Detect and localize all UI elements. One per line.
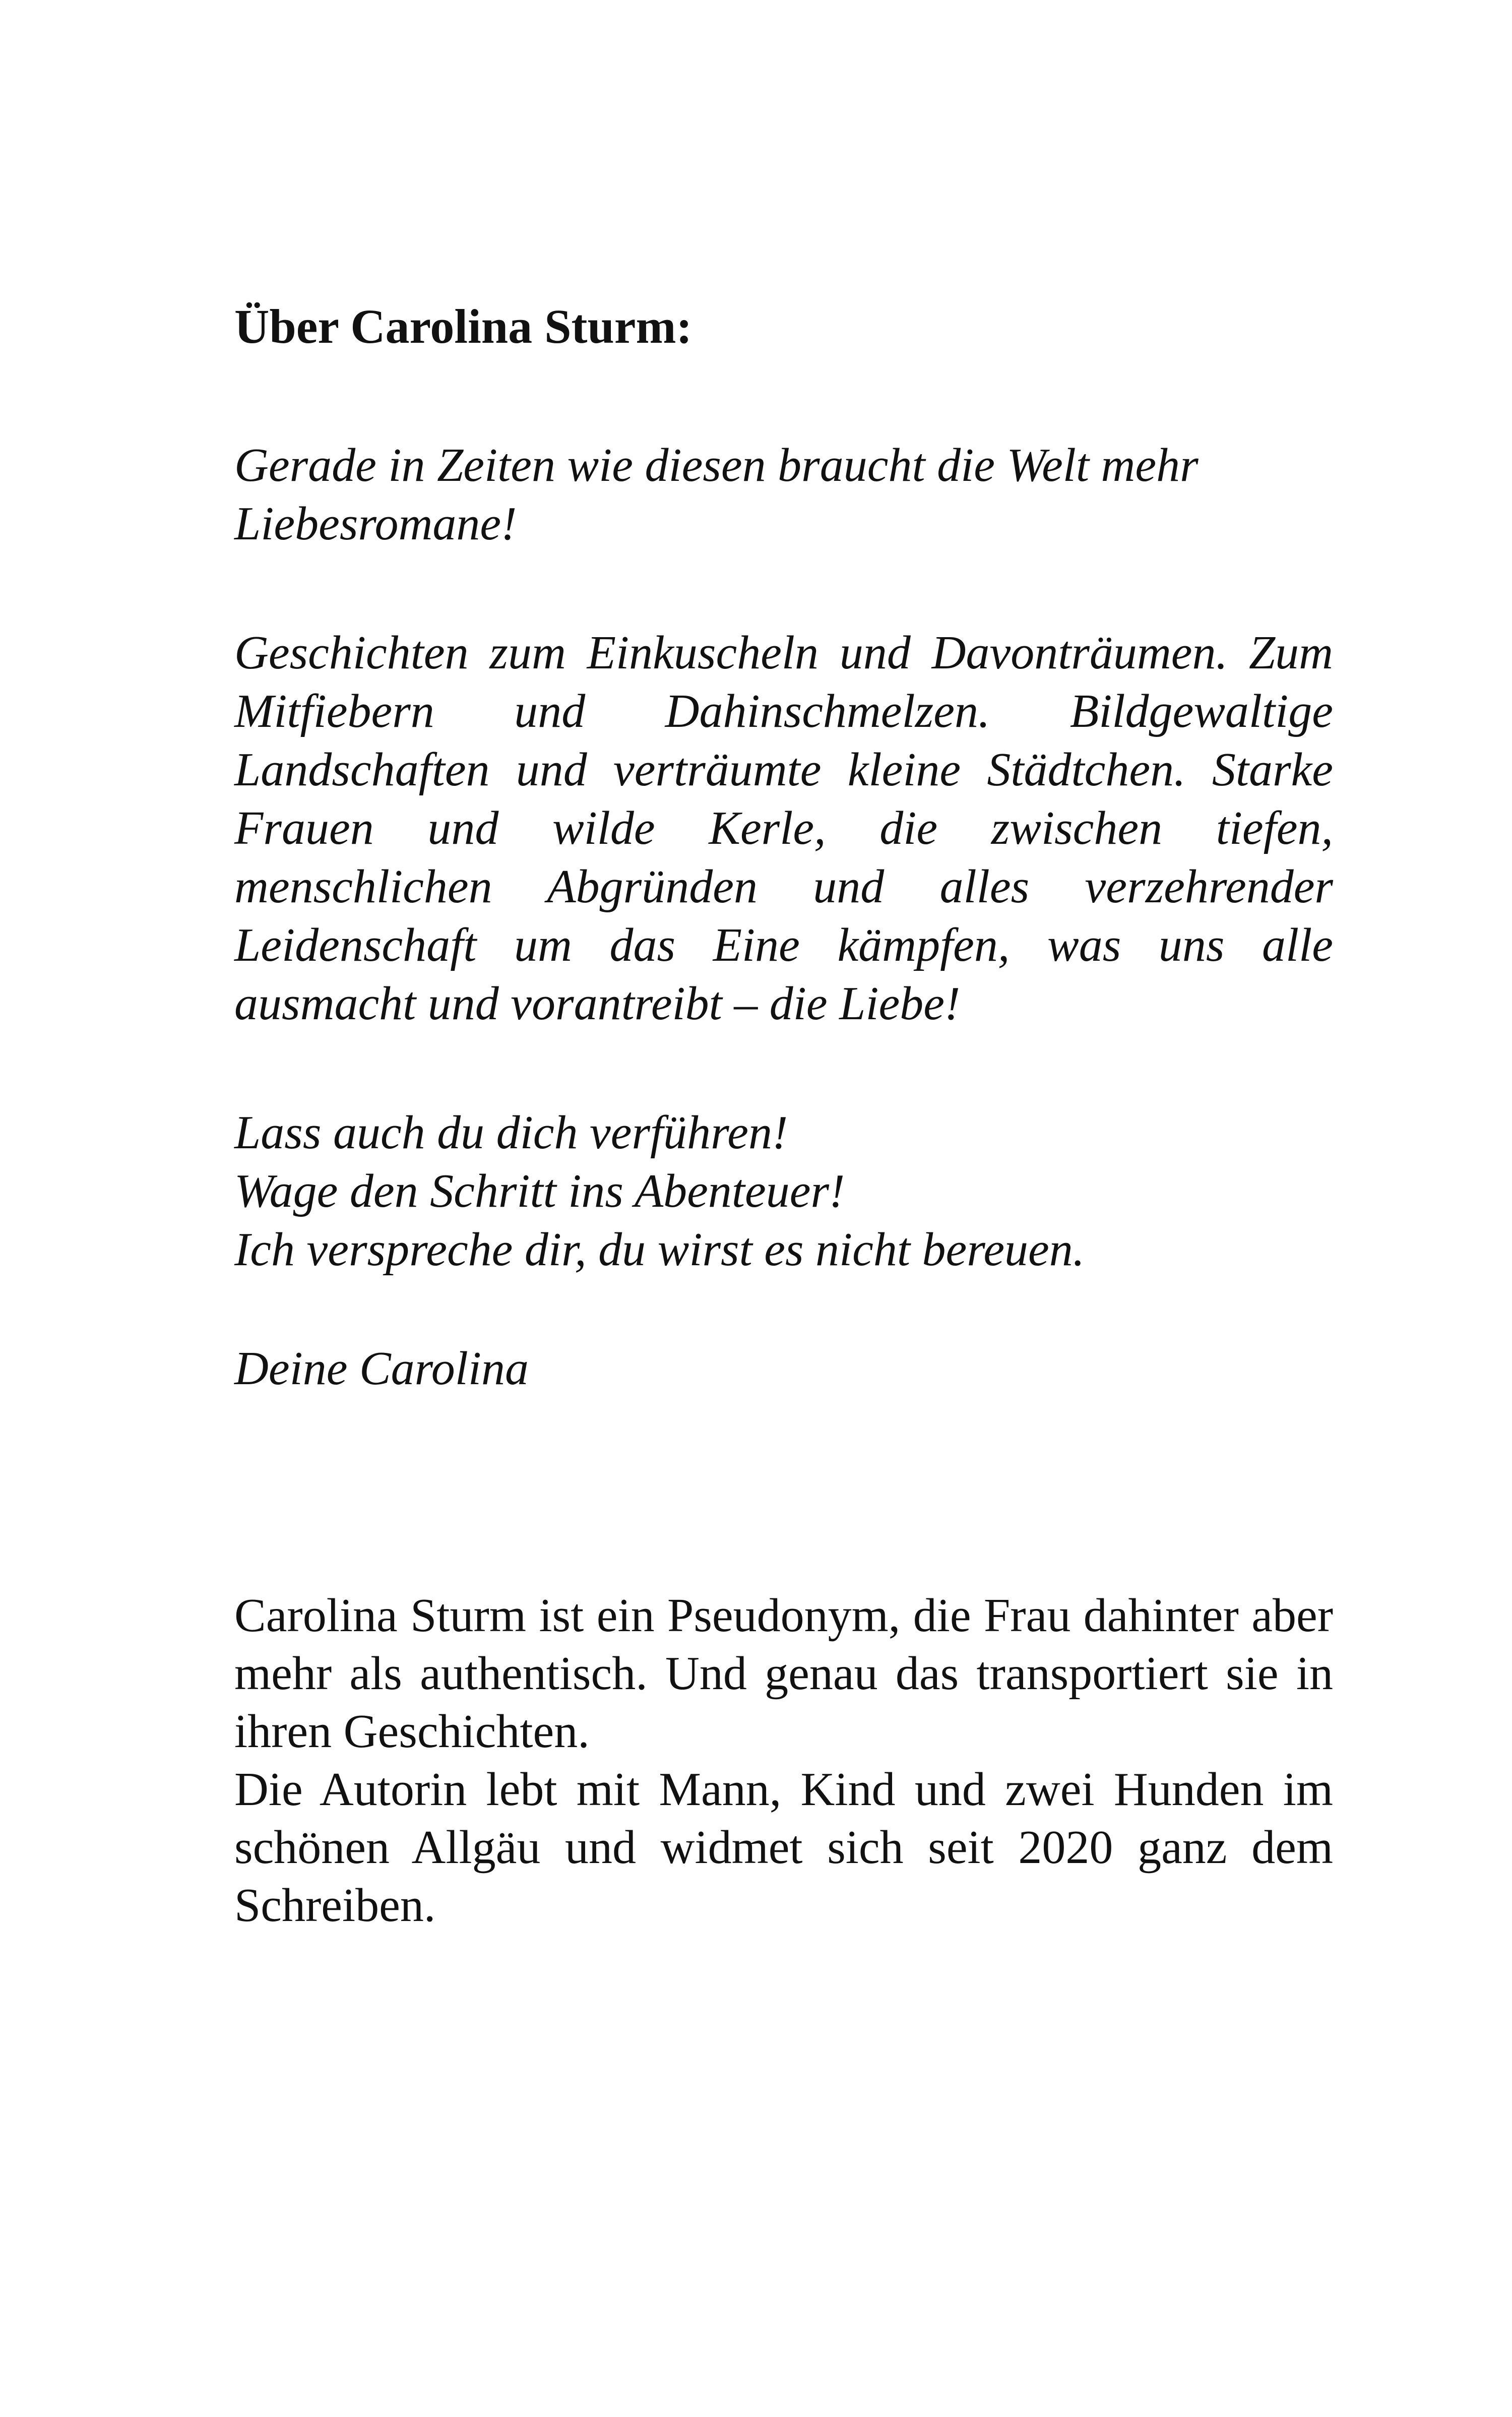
bio-paragraph: Die Autorin lebt mit Mann, Kind und zwei Hunden im schönen Allgäu und widmet sich seit 2020 ganz dem Schreiben. — [234, 1763, 1333, 1932]
bio-paragraph: Carolina Sturm ist ein Pseudonym, die Frau dahinter aber mehr als authentisch. Und genau das transportiert sie in ihren Geschichten. — [234, 1589, 1333, 1758]
invitation-line: Wage den Schritt ins Abenteuer! — [234, 1165, 845, 1218]
page-heading: Über Carolina Sturm: — [234, 299, 692, 353]
author-bio — [234, 1587, 1333, 1935]
promo-paragraph: Geschichten zum Einkuscheln und Davonträumen. Zum Mitfiebern und Dahinschmelzen. Bildgewaltige Landschaften und verträumte kleine Städtchen. Starke Frauen und wilde Kerle, die zwischen tiefen, menschlichen Abgründen und alles verzehrender Leidenschaft um das Eine kämpfen, was uns alle ausmacht und vorantreibt – die Liebe! — [234, 627, 1333, 1030]
invitation-line: Lass auch du dich verführen! — [234, 1106, 788, 1159]
invitation-block — [234, 1103, 1333, 1279]
signoff: Deine Carolina — [234, 1342, 529, 1395]
invitation-line: Ich verspreche dir, du wirst es nicht bereuen. — [234, 1223, 1085, 1276]
page-content — [234, 297, 1333, 1935]
tagline: Gerade in Zeiten wie diesen braucht die Welt mehr Liebesromane! — [234, 439, 1199, 550]
